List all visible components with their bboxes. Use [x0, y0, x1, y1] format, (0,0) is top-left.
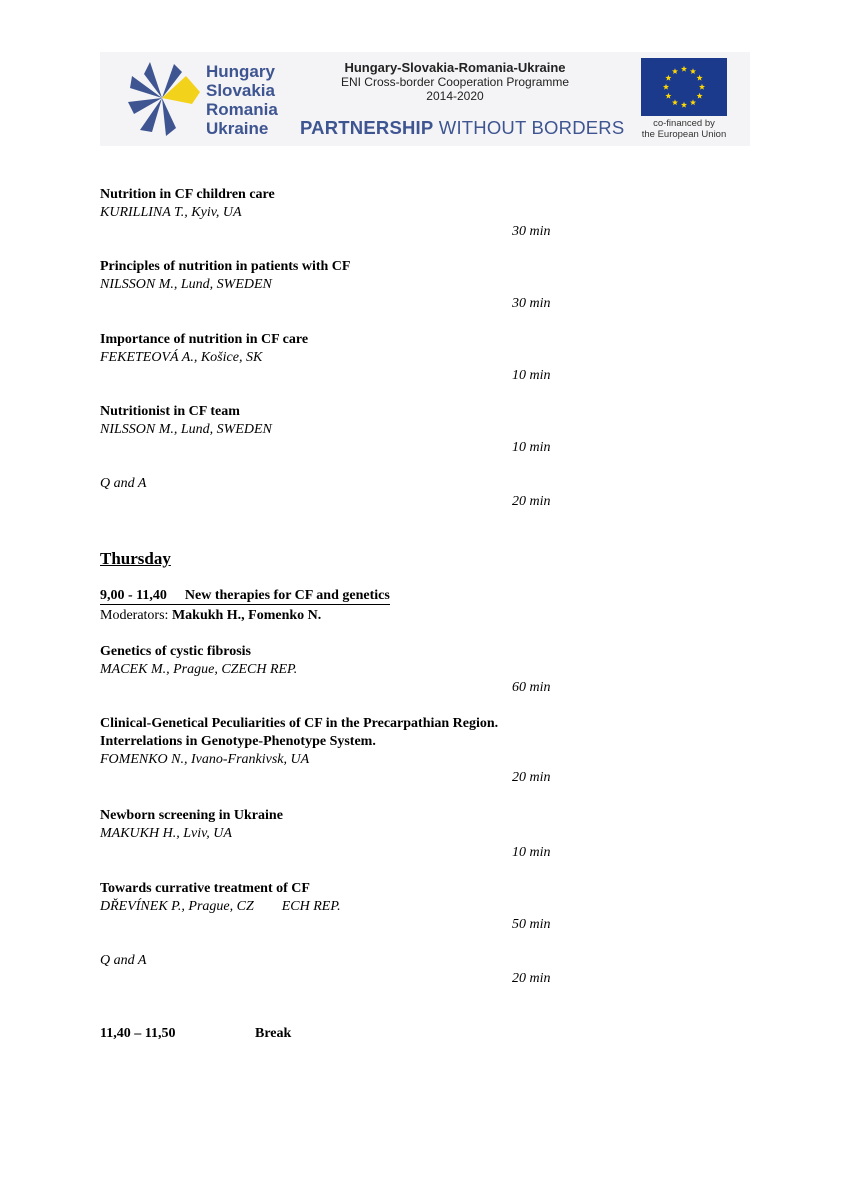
talk-title: Towards currative treatment of CF [100, 881, 310, 896]
eu-flag-icon [641, 58, 727, 116]
break-time: 11,40 – 11,50 [100, 1026, 176, 1041]
qa-duration: 20 min [512, 971, 551, 986]
break-label: Break [255, 1026, 292, 1041]
talk-duration: 30 min [512, 296, 551, 311]
talk-title: Principles of nutrition in patients with CF [100, 259, 351, 274]
programme-info [295, 60, 615, 103]
talk-speaker: KURILLINA T., Kyiv, UA [100, 205, 242, 220]
tagline [300, 117, 624, 139]
session-heading [100, 588, 390, 605]
talk-title: Newborn screening in Ukraine [100, 808, 283, 823]
talk-title: Clinical-Genetical Peculiarities of CF in the Precarpathian Region. [100, 716, 499, 731]
moderators-label: Moderators: [100, 608, 169, 623]
talk-duration: 20 min [512, 770, 551, 785]
programme-years: 2014-2020 [426, 89, 484, 103]
qa-duration: 20 min [512, 494, 551, 509]
talk-duration: 10 min [512, 368, 551, 383]
eu-caption-line: co-financed by [653, 118, 715, 129]
logo-word: Romania [206, 100, 278, 119]
talk-title: Genetics of cystic fibrosis [100, 644, 251, 659]
talk-title: Nutrition in CF children care [100, 187, 275, 202]
programme-logo-icon [122, 58, 202, 138]
eu-caption [629, 118, 739, 140]
logo-word: Hungary [206, 62, 275, 81]
logo-word: Ukraine [206, 119, 269, 138]
programme-logo-wordmark [206, 62, 278, 138]
talk-title: Nutritionist in CF team [100, 404, 240, 419]
qa-label: Q and A [100, 953, 147, 968]
talk-speaker: MAKUKH H., Lviv, UA [100, 826, 232, 841]
qa-label: Q and A [100, 476, 147, 491]
programme-title: Hungary-Slovakia-Romania-Ukraine [344, 60, 566, 75]
programme-subtitle: ENI Cross-border Cooperation Programme [340, 75, 570, 89]
talk-title-line2: Interrelations in Genotype-Phenotype System. [100, 734, 376, 749]
moderators-names: Makukh H., Fomenko N. [171, 608, 322, 623]
talk-speaker: NILSSON M., Lund, SWEDEN [100, 277, 272, 292]
talk-speaker: FOMENKO N., Ivano-Frankivsk, UA [100, 752, 310, 767]
talk-duration: 30 min [512, 224, 551, 239]
tagline-rest: WITHOUT BORDERS [438, 117, 625, 138]
session-title: New therapies for CF and genetics [184, 588, 390, 603]
tagline-bold: PARTNERSHIP [300, 117, 434, 138]
talk-duration: 10 min [512, 845, 551, 860]
talk-duration: 60 min [512, 680, 551, 695]
logo-word: Slovakia [206, 81, 275, 100]
talk-speaker: NILSSON M., Lund, SWEDEN [100, 422, 272, 437]
moderators-line [100, 608, 321, 624]
header-banner [100, 52, 750, 146]
talk-duration: 50 min [512, 917, 551, 932]
day-heading: Thursday [100, 549, 171, 568]
talk-speaker: MACEK M., Prague, CZECH REP. [100, 662, 298, 677]
talk-speaker: DŘEVÍNEK P., Prague, CZ ECH REP. [100, 899, 341, 914]
eu-caption-line: the European Union [641, 129, 727, 140]
session-time: 9,00 - 11,40 [100, 588, 167, 603]
talk-speaker: FEKETEOVÁ A., Košice, SK [100, 350, 263, 365]
talk-title: Importance of nutrition in CF care [100, 332, 309, 347]
talk-duration: 10 min [512, 440, 551, 455]
